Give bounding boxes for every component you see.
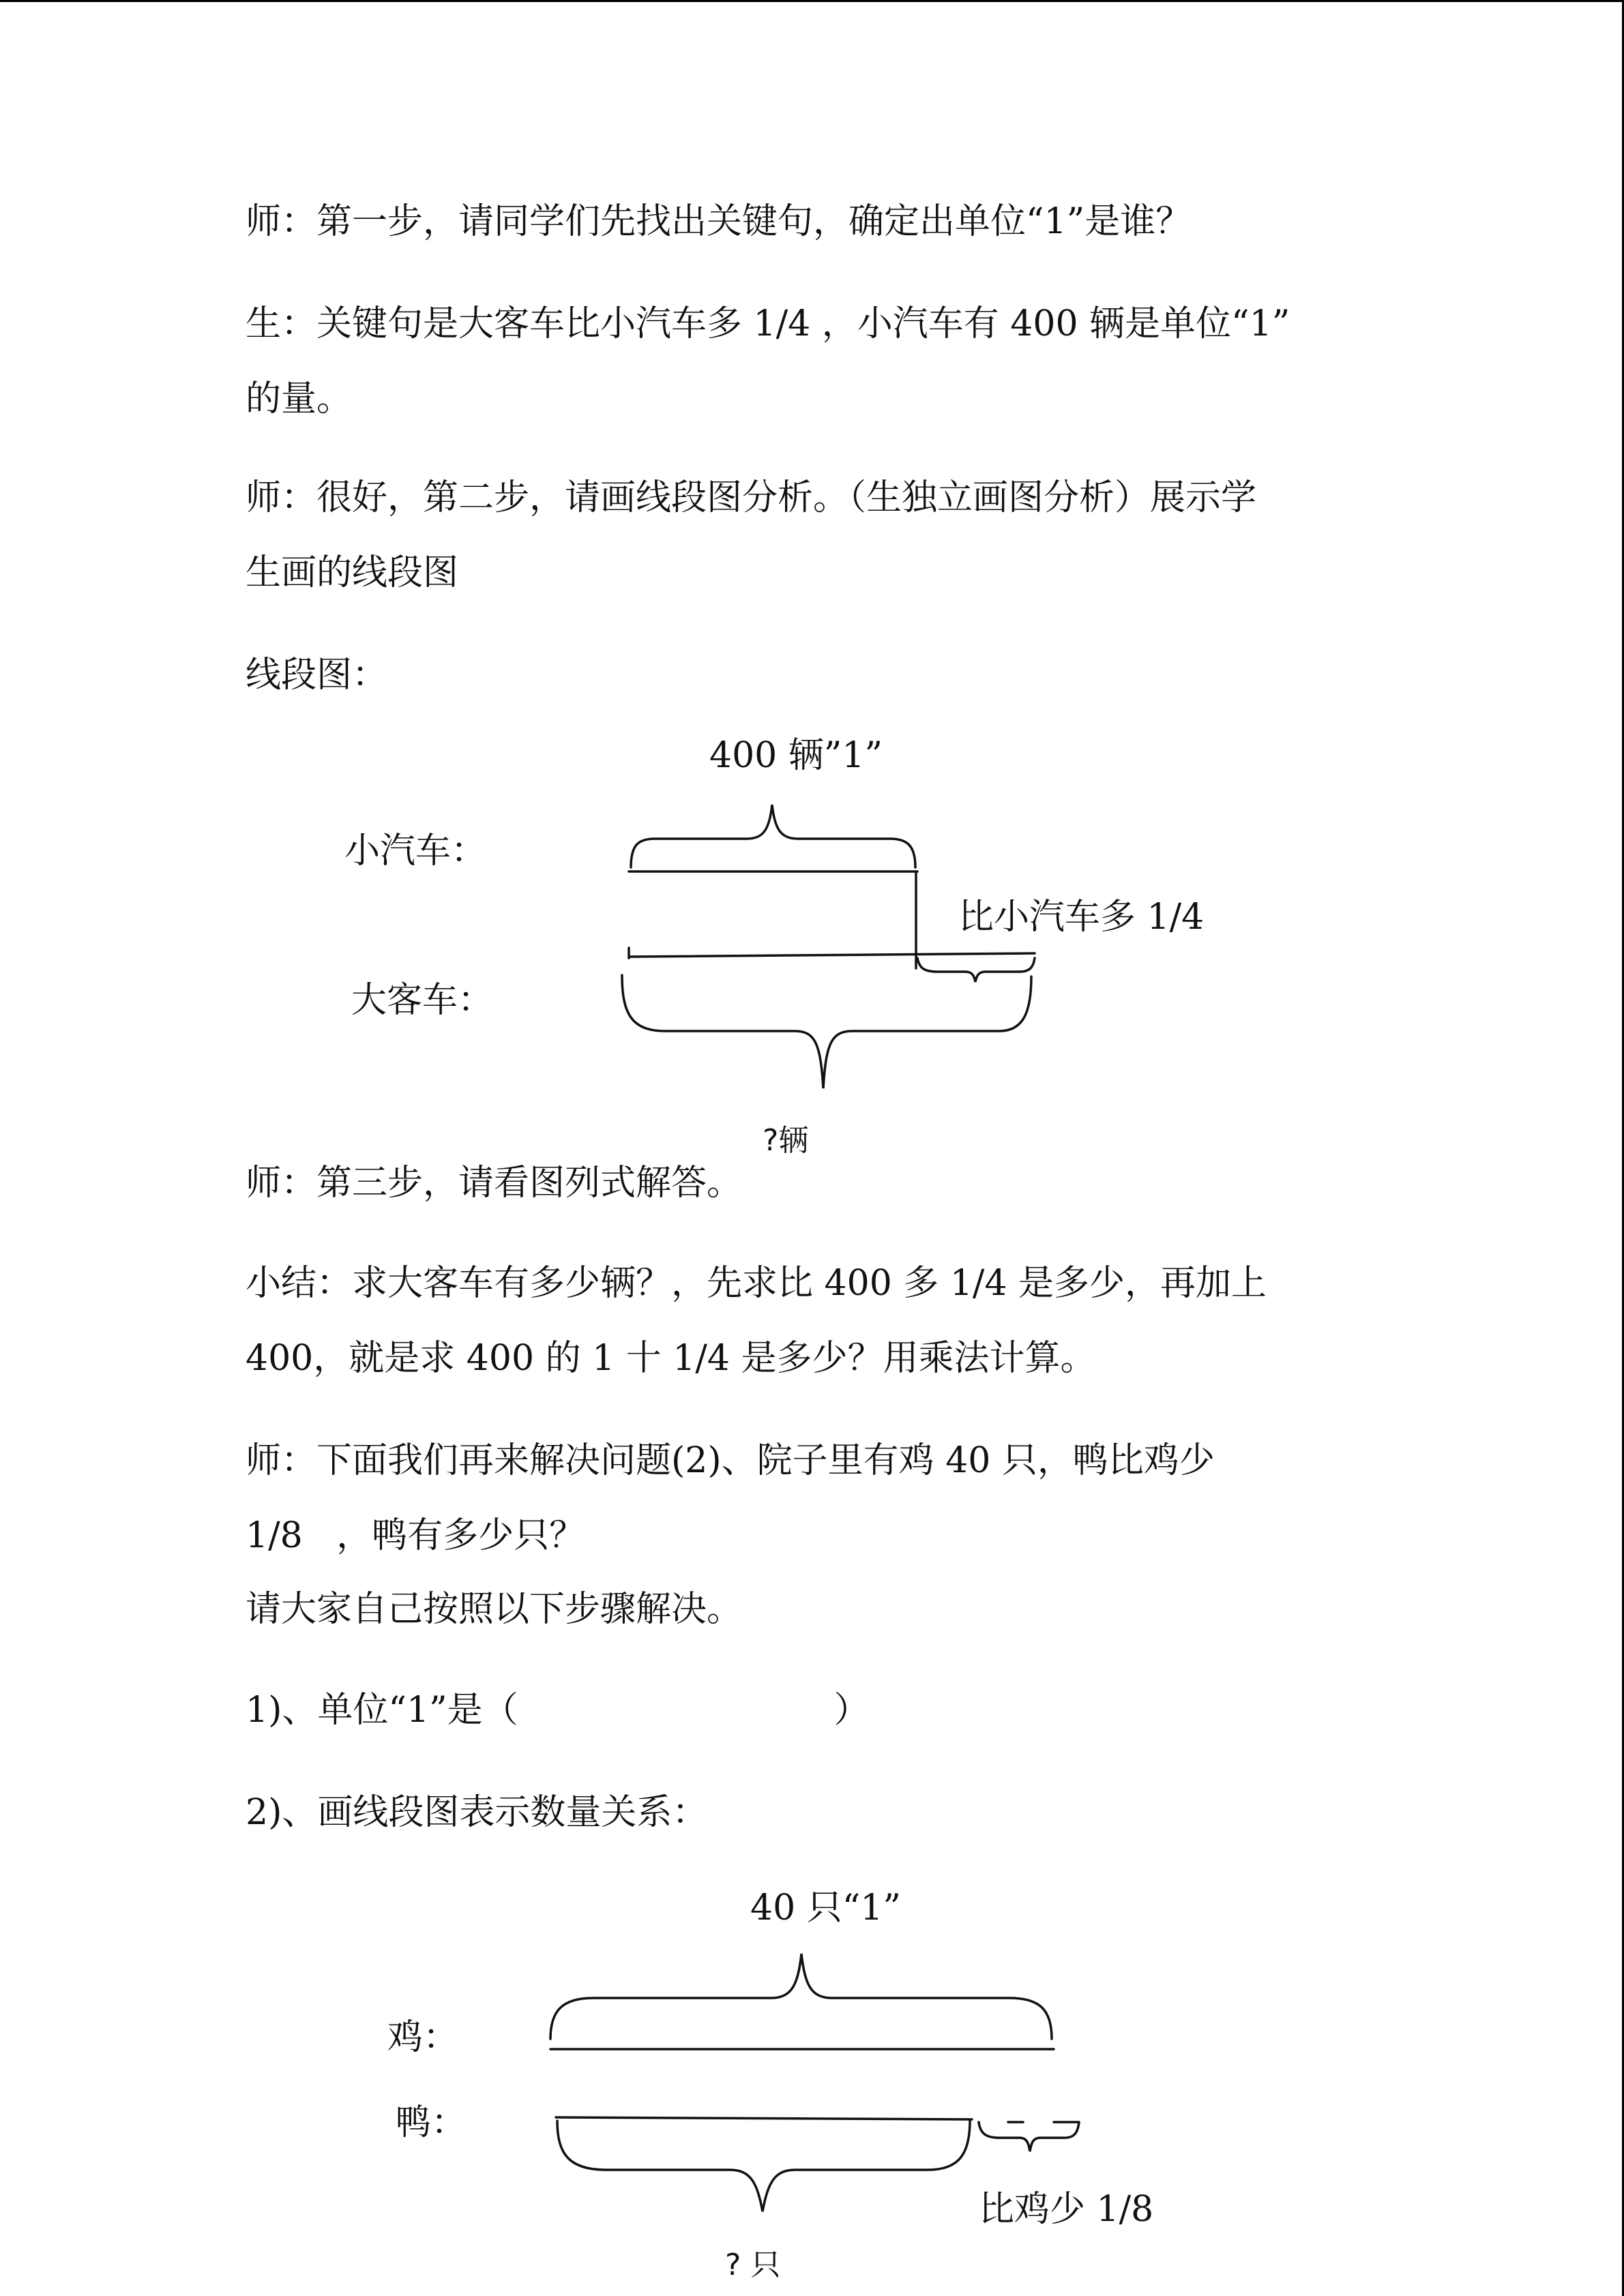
diagram1-bottom-label: ?辆 [763, 1123, 809, 1158]
diagram1-bus-label: 大客车： [351, 980, 494, 1021]
diagram-heading: 线段图： [246, 655, 388, 696]
paragraph-step1: 师：第一步，请同学们先找出关键句，确定出单位“1”是谁？ [246, 201, 1192, 242]
diagram2-bottom-brace [557, 2121, 970, 2211]
paragraph-student-answer: 生：关键句是大客车比小汽车多 1/4 ，小汽车有 400 辆是单位“1” [246, 303, 1290, 344]
diagram2-extra-brace [979, 2122, 1079, 2151]
diagram2-duck-label: 鸭： [396, 2102, 467, 2143]
step2-draw-diagram: 2)、画线段图表示数量关系： [246, 1792, 708, 1833]
diagram2-top-brace [550, 1954, 1052, 2039]
diagram2-extra-label: 比鸡少 1/8 [979, 2189, 1154, 2230]
diagram2-duck-segment [556, 2117, 972, 2119]
paragraph-step2: 师：很好，第二步，请画线段图分析。（生独立画图分析）展示学 [246, 477, 1257, 518]
paragraph-instruction: 请大家自己按照以下步骤解决。 [246, 1589, 743, 1630]
step1-unit-blank: 1)、单位“1”是（ ） [246, 1690, 870, 1731]
diagram2-top-label: 40 只“1” [750, 1888, 901, 1928]
diagram1-extra-label: 比小汽车多 1/4 [958, 897, 1205, 938]
diagram1-top-label: 400 辆”1” [709, 735, 883, 776]
diagram2-chicken-label: 鸡： [387, 2017, 459, 2058]
paragraph-summary-cont: 400，就是求 400 的 1 十 1/4 是多少？用乘法计算。 [246, 1338, 1096, 1379]
diagram1-car-label: 小汽车： [344, 831, 487, 871]
diagram2-bottom-label: ? 只 [725, 2248, 781, 2282]
paragraph-problem2-cont: 1/8 ，鸭有多少只？ [246, 1515, 585, 1556]
paragraph-student-answer-cont: 的量。 [246, 378, 353, 419]
paragraph-step3: 师：第三步，请看图列式解答。 [246, 1163, 743, 1204]
paragraph-summary: 小结：求大客车有多少辆？，先求比 400 多 1/4 是多少，再加上 [246, 1263, 1267, 1304]
paragraph-problem2: 师：下面我们再来解决问题(2)、院子里有鸡 40 只，鸭比鸡少 [246, 1440, 1215, 1481]
paragraph-step2-cont: 生画的线段图 [246, 552, 459, 593]
